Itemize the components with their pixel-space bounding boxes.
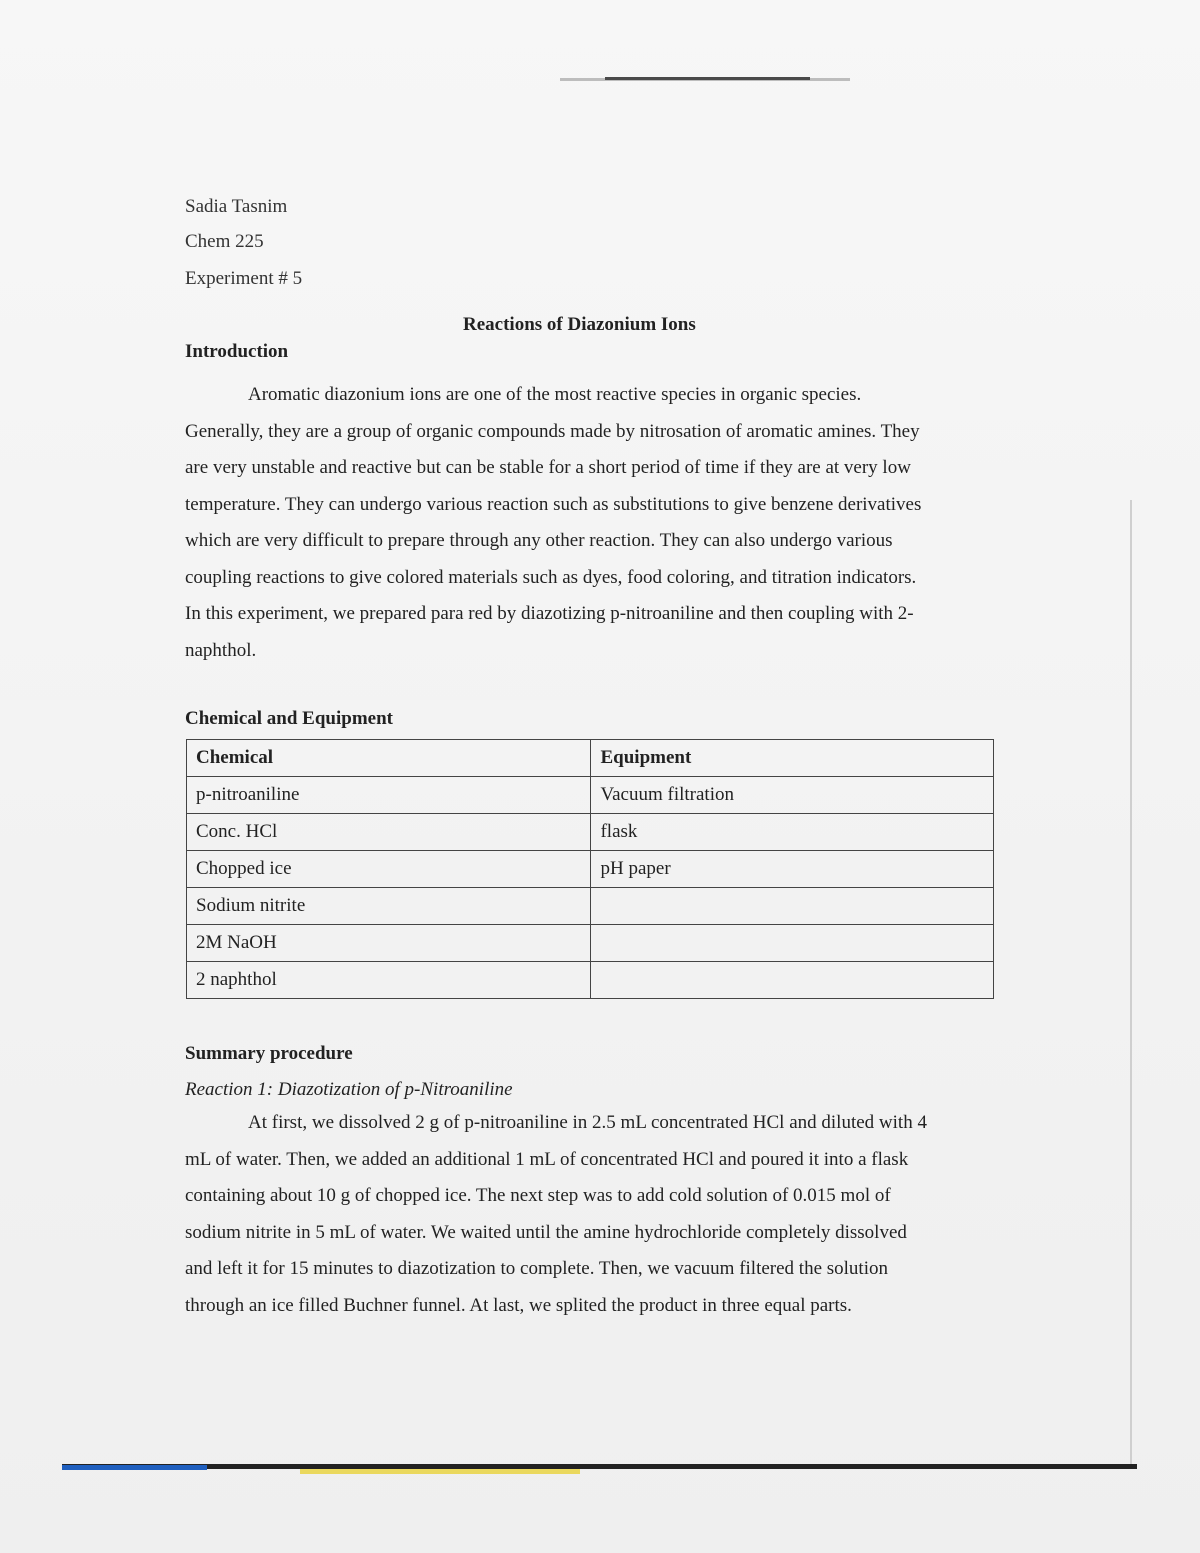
procedure-line: and left it for 15 minutes to diazotization to complete. Then, we vacuum filtered the solution (185, 1258, 888, 1279)
introduction-heading: Introduction (185, 341, 289, 362)
table-row (187, 925, 994, 962)
table-cell: flask (591, 814, 994, 851)
procedure-heading: Summary procedure (185, 1043, 353, 1064)
experiment-number: Experiment # 5 (185, 268, 303, 289)
intro-line: temperature. They can undergo various reaction such as substitutions to give benzene derivatives (185, 493, 922, 515)
course-name: Chem 225 (185, 231, 264, 252)
procedure-subheading: Reaction 1: Diazotization of p-Nitroaniline (185, 1079, 513, 1100)
document-title: Reactions of Diazonium Ions (463, 314, 696, 335)
procedure-line: containing about 10 g of chopped ice. The next step was to add cold solution of 0.015 mol of (185, 1185, 891, 1206)
procedure-line: through an ice filled Buchner funnel. At last, we splited the product in three equal parts. (185, 1294, 852, 1316)
table-header-row (187, 740, 994, 777)
table-cell: Vacuum filtration (591, 777, 994, 814)
intro-line: coupling reactions to give colored materials such as dyes, food coloring, and titration indicators. (185, 566, 917, 588)
table-cell (591, 888, 994, 925)
intro-line: which are very difficult to prepare through any other reaction. They can also undergo various (185, 530, 893, 551)
procedure-paragraph (185, 1105, 995, 1324)
paper-right-edge (1130, 500, 1132, 1465)
table-row (187, 814, 994, 851)
intro-line: Generally, they are a group of organic compounds made by nitrosation of aromatic amines. They (185, 420, 920, 442)
author-name: Sadia Tasnim (185, 196, 288, 217)
introduction-paragraph (185, 377, 995, 669)
table-cell: pH paper (591, 851, 994, 888)
chemicals-table (186, 739, 994, 999)
column-header-equipment: Equipment (591, 740, 994, 777)
procedure-line: At first, we dissolved 2 g of p-nitroaniline in 2.5 mL concentrated HCl and diluted with 4 (248, 1112, 927, 1133)
table-cell: Chopped ice (187, 851, 591, 888)
table-cell (591, 925, 994, 962)
desk-blue-strip (62, 1465, 207, 1470)
intro-line: In this experiment, we prepared para red by diazotizing p-nitroaniline and then coupling with 2- (185, 603, 914, 624)
table-cell: p-nitroaniline (187, 777, 591, 814)
procedure-line: mL of water. Then, we added an additional 1 mL of concentrated HCl and poured it into a flask (185, 1148, 909, 1170)
intro-line: are very unstable and reactive but can be stable for a short period of time if they are at very low (185, 457, 911, 478)
table-row (187, 888, 994, 925)
chemicals-heading: Chemical and Equipment (185, 708, 393, 729)
procedure-line: sodium nitrite in 5 mL of water. We waited until the amine hydrochloride completely dissolved (185, 1221, 907, 1243)
paper-top-edge-shadow (605, 77, 810, 80)
column-header-chemical: Chemical (187, 740, 591, 777)
intro-line: Aromatic diazonium ions are one of the most reactive species in organic species. (248, 384, 862, 405)
table-cell: Sodium nitrite (187, 888, 591, 925)
table-row (187, 777, 994, 814)
table-row (187, 851, 994, 888)
table-cell: Conc. HCl (187, 814, 591, 851)
paper-bottom-edge (62, 1464, 1137, 1469)
table-cell: 2M NaOH (187, 925, 591, 962)
table-cell: 2 naphthol (187, 962, 591, 999)
intro-line: naphthol. (185, 639, 257, 661)
table-cell (591, 962, 994, 999)
table-row (187, 962, 994, 999)
desk-yellow-strip (300, 1469, 580, 1474)
